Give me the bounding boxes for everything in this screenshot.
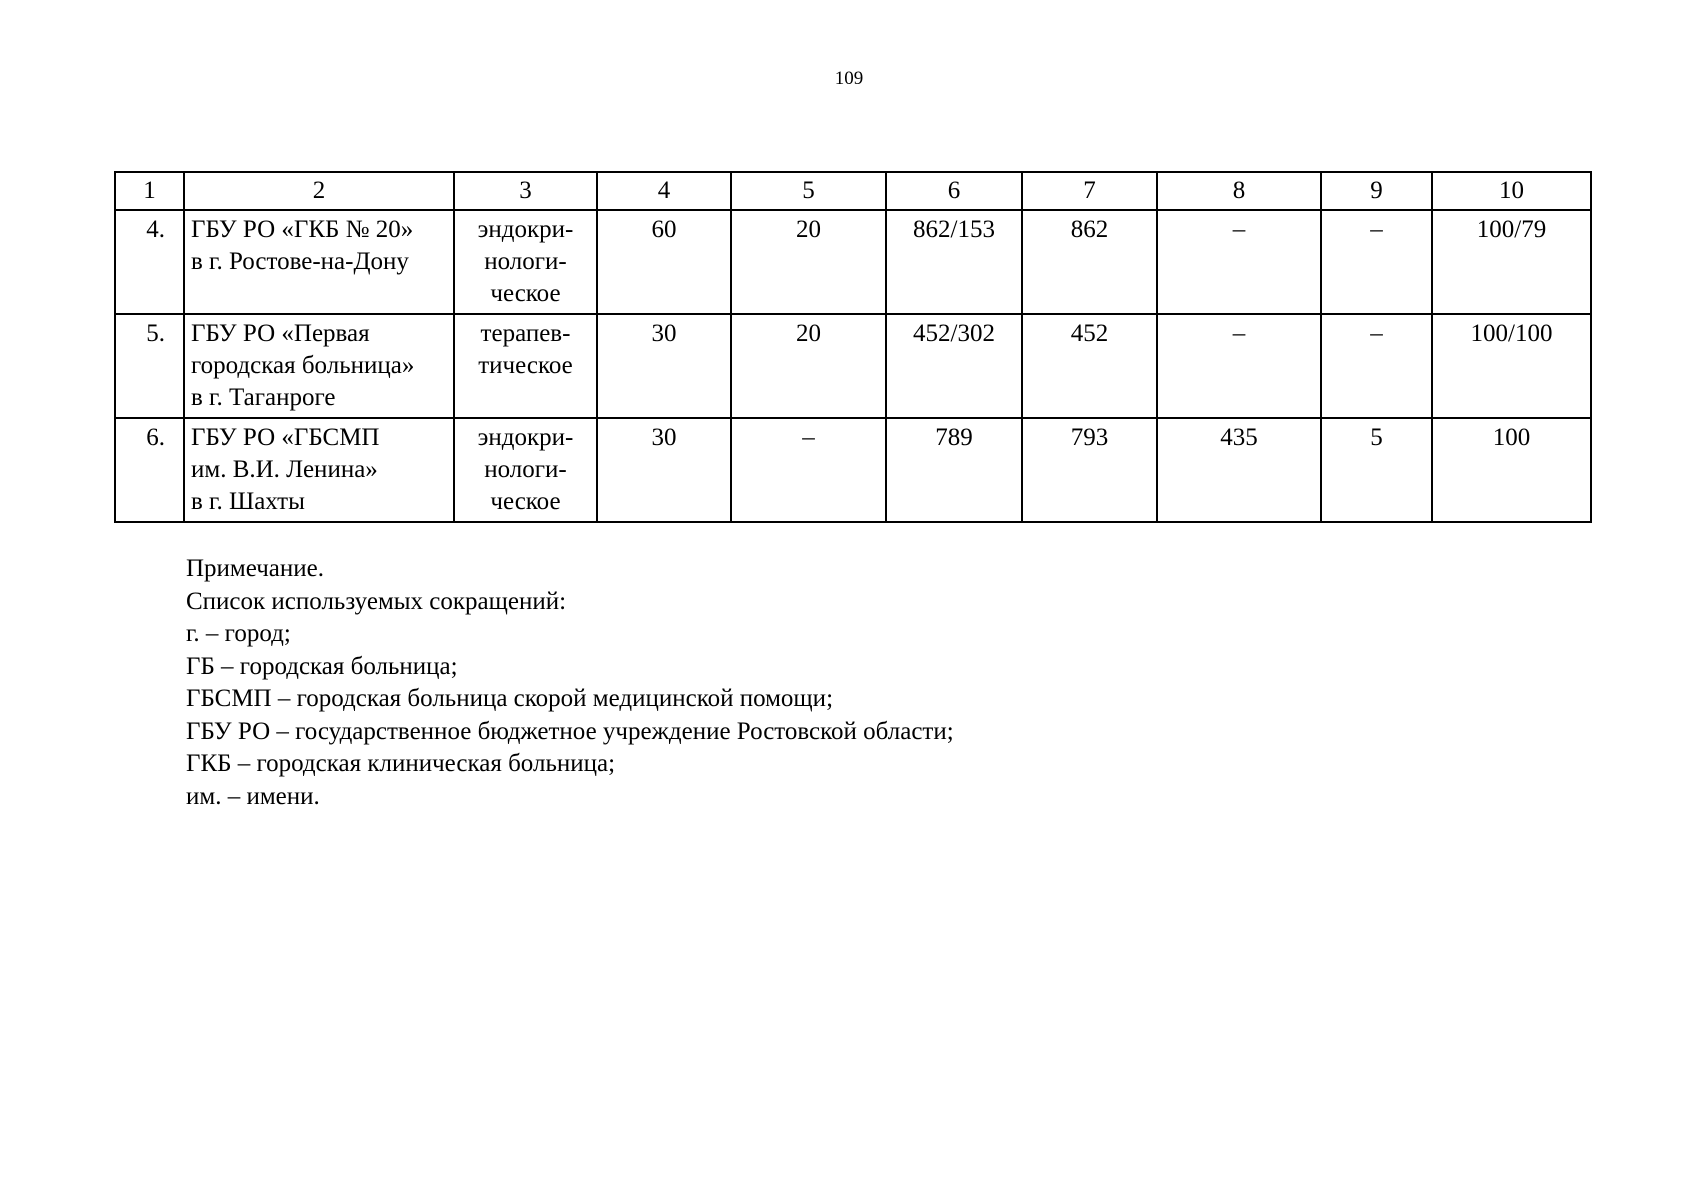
note-subtitle: Список используемых сокращений:	[186, 587, 567, 615]
table-header-row	[115, 172, 1591, 210]
institution-name	[184, 418, 454, 522]
profile-line: эндокри-	[477, 424, 574, 451]
table-cell: 862	[1022, 210, 1157, 314]
institution-name-line: городская больница»	[191, 352, 415, 379]
table-cell: 452/302	[886, 314, 1022, 418]
table-cell: 30	[597, 314, 731, 418]
column-header: 10	[1432, 172, 1591, 210]
table-cell: 452	[1022, 314, 1157, 418]
table-cell: 862/153	[886, 210, 1022, 314]
column-header: 9	[1321, 172, 1432, 210]
table-row	[115, 210, 1591, 314]
institution-name-line: в г. Таганроге	[191, 384, 336, 411]
abbreviations-note	[186, 553, 954, 813]
table-cell: 789	[886, 418, 1022, 522]
table-cell: –	[1321, 210, 1432, 314]
column-header: 2	[184, 172, 454, 210]
profile-line: ческое	[490, 280, 561, 307]
profile-line: ческое	[490, 488, 561, 515]
row-number: 5.	[115, 314, 184, 418]
column-header: 1	[115, 172, 184, 210]
column-header: 5	[731, 172, 886, 210]
profile-cell	[454, 314, 597, 418]
table-cell: 20	[731, 210, 886, 314]
abbreviation-item: им. – имени.	[186, 782, 320, 810]
column-header: 6	[886, 172, 1022, 210]
abbreviation-item: ГБУ РО – государственное бюджетное учреждение Ростовской области;	[186, 717, 954, 745]
profile-line: терапев-	[480, 320, 571, 347]
table-cell: 5	[1321, 418, 1432, 522]
profile-line: эндокри-	[477, 216, 574, 243]
institution-name	[184, 210, 454, 314]
institution-name	[184, 314, 454, 418]
profile-cell	[454, 210, 597, 314]
institution-name-line: ГБУ РО «Первая	[191, 320, 370, 347]
table-cell: –	[1321, 314, 1432, 418]
institution-name-line: в г. Ростове-на-Дону	[191, 248, 409, 275]
column-header: 8	[1157, 172, 1321, 210]
institution-name-line: ГБУ РО «ГБСМП	[191, 424, 380, 451]
table-cell: 20	[731, 314, 886, 418]
abbreviation-item: г. – город;	[186, 620, 291, 647]
table-cell: 100/100	[1432, 314, 1591, 418]
abbreviation-item: ГБ – городская больница;	[186, 652, 458, 680]
abbreviation-item: ГБСМП – городская больница скорой медицинской помощи;	[186, 685, 834, 712]
table-row	[115, 418, 1591, 522]
table-cell: –	[731, 418, 886, 522]
table-cell: –	[1157, 210, 1321, 314]
row-number: 4.	[115, 210, 184, 314]
profile-line: нологи-	[484, 456, 567, 483]
table-cell: –	[1157, 314, 1321, 418]
table-row	[115, 314, 1591, 418]
note-title: Примечание.	[186, 555, 325, 582]
table-cell: 60	[597, 210, 731, 314]
row-number: 6.	[115, 418, 184, 522]
column-header: 3	[454, 172, 597, 210]
data-table	[114, 171, 1592, 523]
profile-line: тическое	[478, 352, 573, 379]
table-cell: 793	[1022, 418, 1157, 522]
table-cell: 100	[1432, 418, 1591, 522]
profile-line: нологи-	[484, 248, 567, 275]
table-cell: 100/79	[1432, 210, 1591, 314]
page-number: 109	[834, 68, 864, 89]
table-cell: 30	[597, 418, 731, 522]
abbreviation-item: ГКБ – городская клиническая больница;	[186, 750, 616, 777]
institution-name-line: в г. Шахты	[191, 488, 305, 515]
column-header: 4	[597, 172, 731, 210]
profile-cell	[454, 418, 597, 522]
column-header: 7	[1022, 172, 1157, 210]
institution-name-line: ГБУ РО «ГКБ № 20»	[191, 216, 414, 243]
institution-name-line: им. В.И. Ленина»	[191, 456, 378, 483]
table-cell: 435	[1157, 418, 1321, 522]
